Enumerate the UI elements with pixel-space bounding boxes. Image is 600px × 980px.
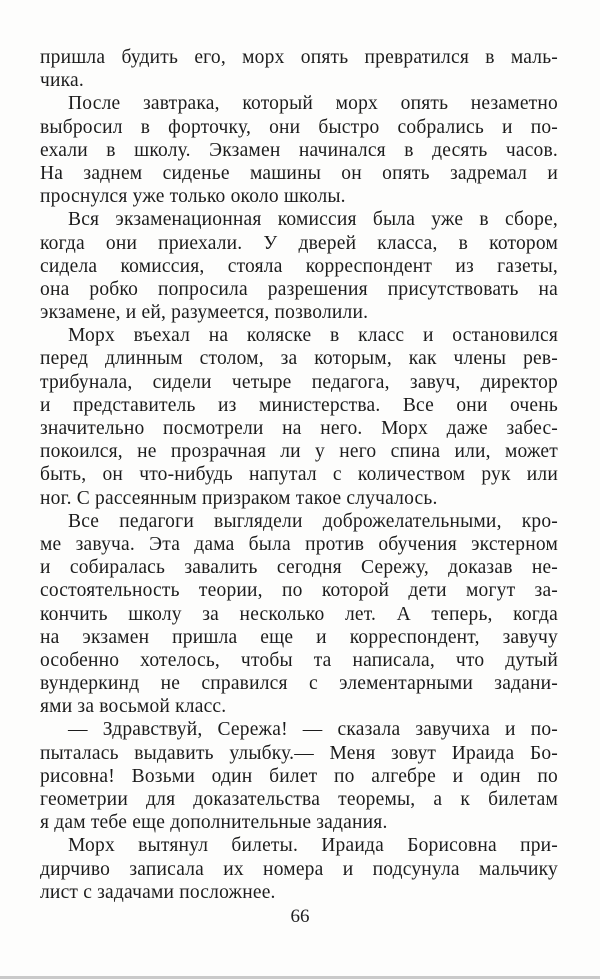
text-line: вундеркинд не справился с элементарными задани-	[40, 673, 558, 695]
text-line: на экзамен пришла еще и корреспондент, завучу	[40, 626, 558, 648]
text-line: Морх въехал на коляске в класс и остановился	[68, 325, 558, 347]
text-line: выбросил в форточку, они быстро собрались и по-	[40, 116, 558, 138]
text-line: перед длинным столом, за которым, как члены рев-	[40, 348, 558, 370]
text-line: проснулся уже только около школы.	[40, 186, 346, 208]
text-block	[40, 46, 558, 904]
text-line: быть, он что-нибудь напутал с количеством рук или	[40, 464, 558, 486]
text-line: Все педагоги выглядели доброжелательными, кро-	[68, 510, 558, 532]
text-line: рисовна! Возьми один билет по алгебре и один по	[40, 765, 558, 787]
page-number: 66	[290, 906, 310, 927]
text-line: лист с задачами посложнее.	[40, 881, 276, 903]
text-line: — Здравствуй, Сережа! — сказала завучиха и по-	[68, 719, 558, 741]
scan-bottom-edge	[0, 976, 600, 979]
text-line: я дам тебе еще дополнительные задания.	[40, 812, 388, 834]
text-line: кончить школу за несколько лет. А теперь, когда	[40, 603, 558, 625]
text-line: значительно посмотрели на него. Морх даже забес-	[40, 418, 558, 439]
text-line: пришла будить его, морх опять превратился в маль-	[40, 47, 558, 68]
text-line: особенно хотелось, чтобы та написала, что дутый	[40, 649, 558, 671]
text-line: чика.	[40, 70, 84, 92]
text-line: она робко попросила разрешения присутствовать на	[40, 278, 558, 300]
text-line: ног. С рассеянным призраком такое случалось.	[40, 487, 438, 509]
text-line: пыталась выдавить улыбку.— Меня зовут Ираида Бо-	[40, 742, 558, 764]
text-line: покоился, не прозрачная ли у него спина или, может	[40, 441, 558, 463]
text-line: На заднем сиденье машины он опять задремал и	[40, 162, 558, 184]
text-line: состоятельность теории, по которой дети могут за-	[40, 580, 558, 602]
text-line: сидела комиссия, стояла корреспондент из газеты,	[40, 255, 558, 277]
text-line: Морх вытянул билеты. Ираида Борисовна при-	[68, 835, 558, 857]
text-line: экзамене, и ей, разумеется, позволили.	[40, 302, 369, 324]
text-line: трибунала, сидели четыре педагога, завуч, директор	[40, 371, 558, 393]
text-line: После завтрака, который морх опять незаметно	[68, 93, 558, 115]
text-line: Вся экзаменационная комиссия была уже в сборе,	[68, 209, 558, 231]
text-line: дирчиво записала их номера и подсунула мальчику	[40, 858, 558, 880]
text-line: ями за восьмой класс.	[40, 696, 227, 718]
text-line: ме завуча. Эта дама была против обучения экстерном	[40, 533, 558, 555]
text-line: ехали в школу. Экзамен начинался в десять часов.	[40, 139, 558, 161]
text-line: когда они приехали. У дверей класса, в котором	[40, 232, 558, 254]
text-line: и собиралась завалить сегодня Сережу, доказав не-	[40, 557, 558, 579]
text-line: геометрии для доказательства теоремы, а к билетам	[40, 789, 558, 810]
text-line: и представитель из министерства. Все они очень	[40, 394, 558, 416]
